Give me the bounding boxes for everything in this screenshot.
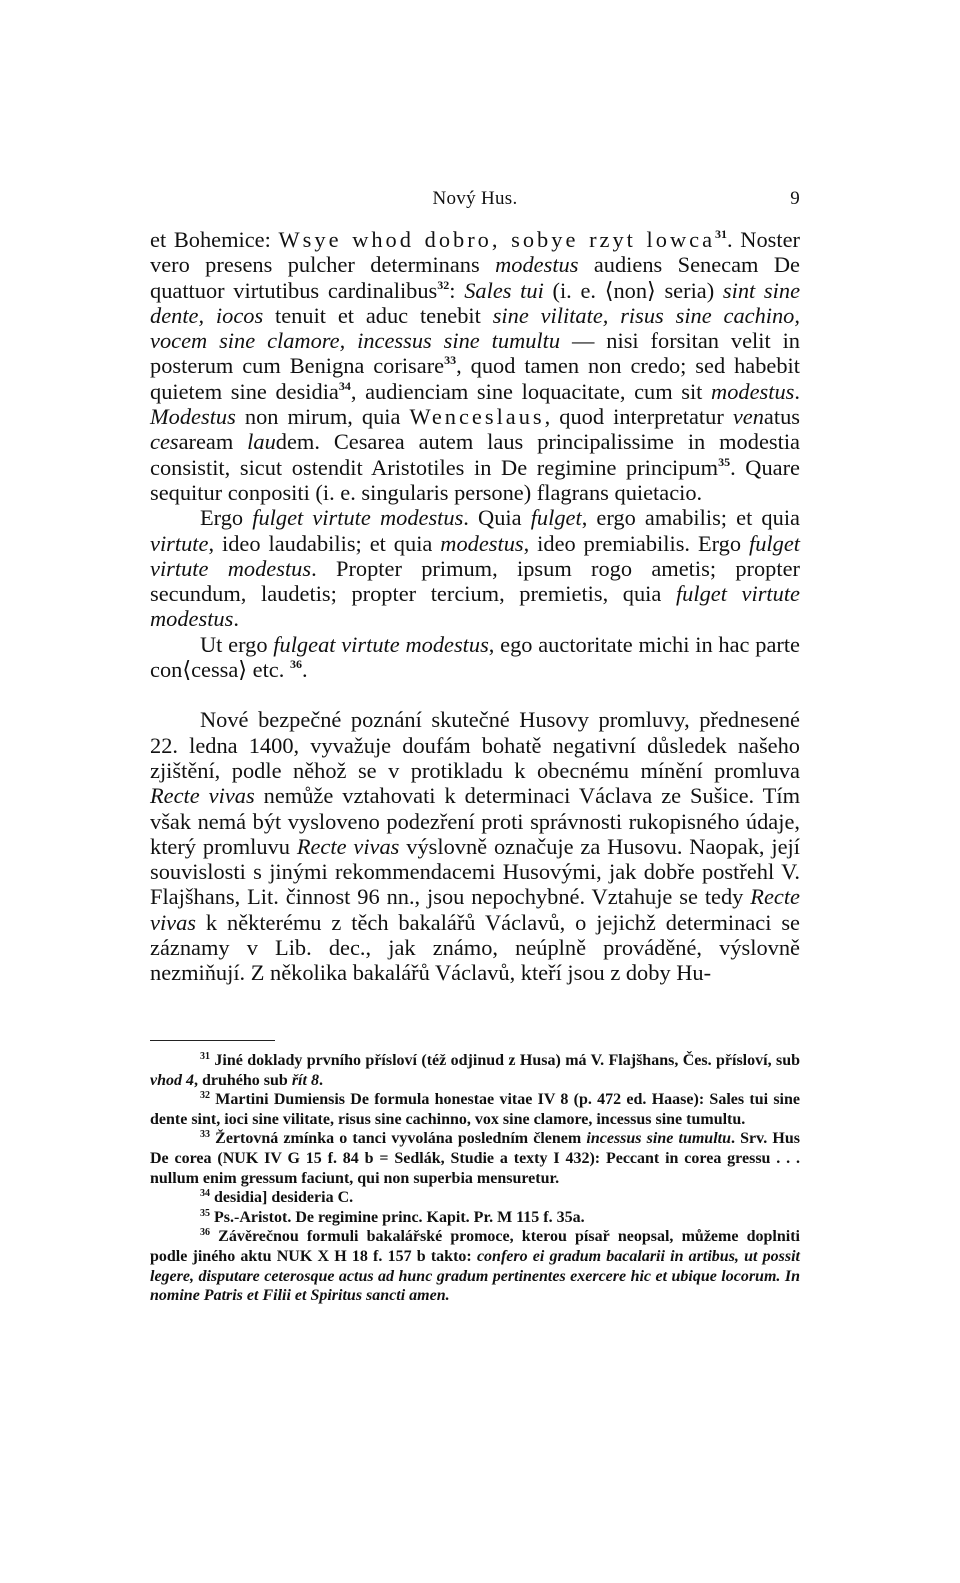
text-run: . — [233, 606, 239, 632]
italic-text: modestus — [440, 530, 524, 556]
text-run: . — [794, 378, 800, 404]
footnote-ref: 35 — [718, 454, 731, 469]
italic-text: řít 8 — [291, 1071, 319, 1089]
italic-text: fulget virtute modestus — [150, 581, 800, 632]
italic-text: vhod 4 — [150, 1071, 194, 1089]
footnote-number: 35 — [200, 1207, 210, 1219]
footnote-ref: 32 — [437, 277, 450, 292]
italic-text: fulgeat virtute modestus — [273, 631, 489, 657]
footnote-number: 36 — [200, 1227, 210, 1239]
paragraph — [150, 632, 800, 683]
text-run: k některému z těch bakalářů Václavů, o jejichž determinaci se záznamy v Lib. dec., jak známo, neúplně prováděné, výslovně nezmiňují. Z několika bakalářů Václavů, kteří jsou z doby Hu- — [150, 909, 800, 986]
text-run: atus — [763, 404, 800, 430]
italic-text: Sales tui — [464, 277, 544, 303]
italic-text: Recte vivas — [150, 884, 800, 935]
italic-text: Recte vivas — [296, 833, 400, 859]
text-run: , ego auctoritate michi in hac parte con⟨cessa⟩ etc. — [150, 631, 800, 683]
italic-text: fulget virtute modestus — [252, 505, 464, 531]
text-run: , audienciam sine loquacitate, cum sit — [350, 378, 712, 404]
text-run: Žertovná zmínka o tanci vyvolána posledním členem — [210, 1130, 587, 1148]
footnote — [150, 1227, 800, 1305]
footnote-separator — [150, 1040, 275, 1041]
text-run: (i. e. ⟨non⟩ seria) — [543, 277, 723, 303]
italic-text: fulget virtute modestus — [150, 530, 800, 581]
footnote-ref: 31 — [715, 227, 728, 241]
footnote-ref: 33 — [444, 353, 457, 368]
italic-text: sint sine dente, iocos — [150, 277, 801, 328]
running-header — [150, 188, 800, 218]
text-run: : — [449, 277, 465, 303]
italic-text: fulget — [530, 505, 582, 531]
italic-text: modestus — [495, 252, 579, 278]
paragraph — [150, 505, 800, 631]
footnote-number: 34 — [200, 1188, 210, 1200]
text-run: Ergo — [200, 505, 253, 531]
text-run: , quod tamen non credo; sed habebit quietem sine desidia — [150, 353, 800, 404]
running-title: Nový Hus. — [432, 188, 518, 209]
footnote — [150, 1129, 800, 1188]
text-run: non mirum, quia — [235, 404, 410, 430]
text-run: Martini Dumiensis De formula honestae vitae IV 8 (p. 472 ed. Haase): Sales tui sine dente sint, ioci sine vilitate, risus sine cachinno, vox sine clamore, incessus sine tumultu. — [150, 1091, 800, 1128]
footnote-number: 31 — [200, 1051, 210, 1062]
spaced-text: Wenceslaus — [409, 404, 545, 430]
text-run: Nové bezpečné poznání skutečné Husovy promluvy, přednesené 22. ledna 1400, vyvažuje doufám bohatě negativní důsledek našeho zjištění, podle něhož se v protikladu k obecnému mínění promluva — [150, 707, 800, 783]
text-run: . — [318, 1071, 323, 1089]
text-run: , ideo laudabilis; et quia — [208, 530, 441, 556]
footnote — [150, 1188, 800, 1208]
text-run: Závěrečnou formuli bakalářské promoce, kterou písař neopsal, můžeme doplniti podle jiného aktu NUK X H 18 f. 157 b takto: — [150, 1228, 800, 1265]
italic-text: ces — [150, 429, 179, 455]
footnote-ref: 34 — [338, 378, 351, 393]
text-run: . Srv. Hus De corea (NUK IV G 15 f. 84 b = Sedlák, Studie a texty I 432): Peccant in corea gressu . . . nullum enim gressum faciunt, qui non superbia mensuretur. — [150, 1130, 800, 1187]
text-run: Ps.-Aristot. De regimine princ. Kapit. Pr. M 115 f. 35a. — [210, 1208, 585, 1226]
footnote — [150, 1051, 800, 1090]
paragraph — [150, 227, 800, 505]
footnote-number: 32 — [200, 1090, 210, 1102]
text-run: desidia] desideria C. — [210, 1189, 354, 1207]
body-text — [150, 227, 800, 986]
italic-text: ven — [732, 404, 764, 430]
footnote — [150, 1090, 800, 1129]
text-run: , ergo amabilis; et quia — [581, 505, 800, 531]
footnote — [150, 1208, 800, 1228]
italic-text: Modestus — [150, 404, 236, 430]
text-run: et Bohemice: — [150, 227, 279, 252]
footnote-ref: 36 — [289, 657, 302, 672]
text-run: . Quare sequitur conpositi (i. e. singularis persone) flagrans quietacio. — [150, 454, 800, 505]
text-run: , ideo premiabilis. Ergo — [523, 530, 749, 556]
text-run: audiens Senecam De quattuor virtutibus cardinalibus — [150, 252, 800, 303]
italic-text: virtute — [150, 530, 209, 556]
spaced-text: Wsye whod dobro, sobye rzyt lowca — [278, 227, 716, 252]
text-run: tenuit et aduc tenebit — [263, 302, 493, 328]
italic-text: Recte vivas — [150, 783, 255, 809]
footnotes — [150, 1051, 800, 1306]
text-run: , druhého sub — [194, 1071, 292, 1089]
footnote-number: 33 — [200, 1129, 210, 1141]
paragraph — [150, 707, 800, 985]
italic-text: confero ei gradum bacalarii in artibus, ut possit legere, disputare ceterosque actus ad hunc gradum pertinentes exercere hic et ubique locorum. In nomine Patris et Filii et Spiritus sancti amen. — [150, 1247, 800, 1305]
text-run: . Quia — [463, 505, 531, 531]
text-run: — nisi forsitan velit in posterum cum Benigna corisare — [150, 328, 800, 379]
text-run: , quod interpretatur — [544, 404, 733, 430]
text-run: výslovně označuje za Husovu. Naopak, její souvislosti s jinými rekommendacemi Husovými, jak dobře postřehl V. Flajšhans, Lit. činnost 96 nn., jsou nepochybné. Vztahuje se tedy — [150, 833, 800, 910]
italic-text: lau — [247, 429, 276, 455]
text-run: aream — [178, 429, 248, 455]
text-run: . — [301, 657, 308, 683]
italic-text: modestus — [711, 378, 795, 404]
text-run: nemůže vztahovati k determinaci Václava ze Sušice. Tím však nemá být vysloveno podezření proti správnosti rukopisného údaje, který promluvu — [150, 783, 800, 859]
page-number: 9 — [790, 188, 800, 209]
text-run: . Noster vero presens pulcher determinans — [150, 227, 801, 278]
text-run: dem. Cesarea autem laus principalissime in modestia consistit, sicut ostendit Aristotiles in De regimine principum — [150, 429, 800, 480]
text-run: Ut ergo — [200, 631, 274, 657]
text-run: . Propter primum, ipsum rogo ametis; propter secundum, laudetis; propter tercium, premietis, quia — [150, 555, 800, 607]
italic-text: sine vilitate, risus sine cachino, vocem sine clamore, incessus sine tumultu — [150, 302, 800, 354]
italic-text: incessus sine tumultu — [586, 1130, 731, 1148]
text-run: Jiné doklady prvního přísloví (též odjinud z Husa) má V. Flajšhans, Čes. přísloví, sub — [210, 1052, 800, 1069]
